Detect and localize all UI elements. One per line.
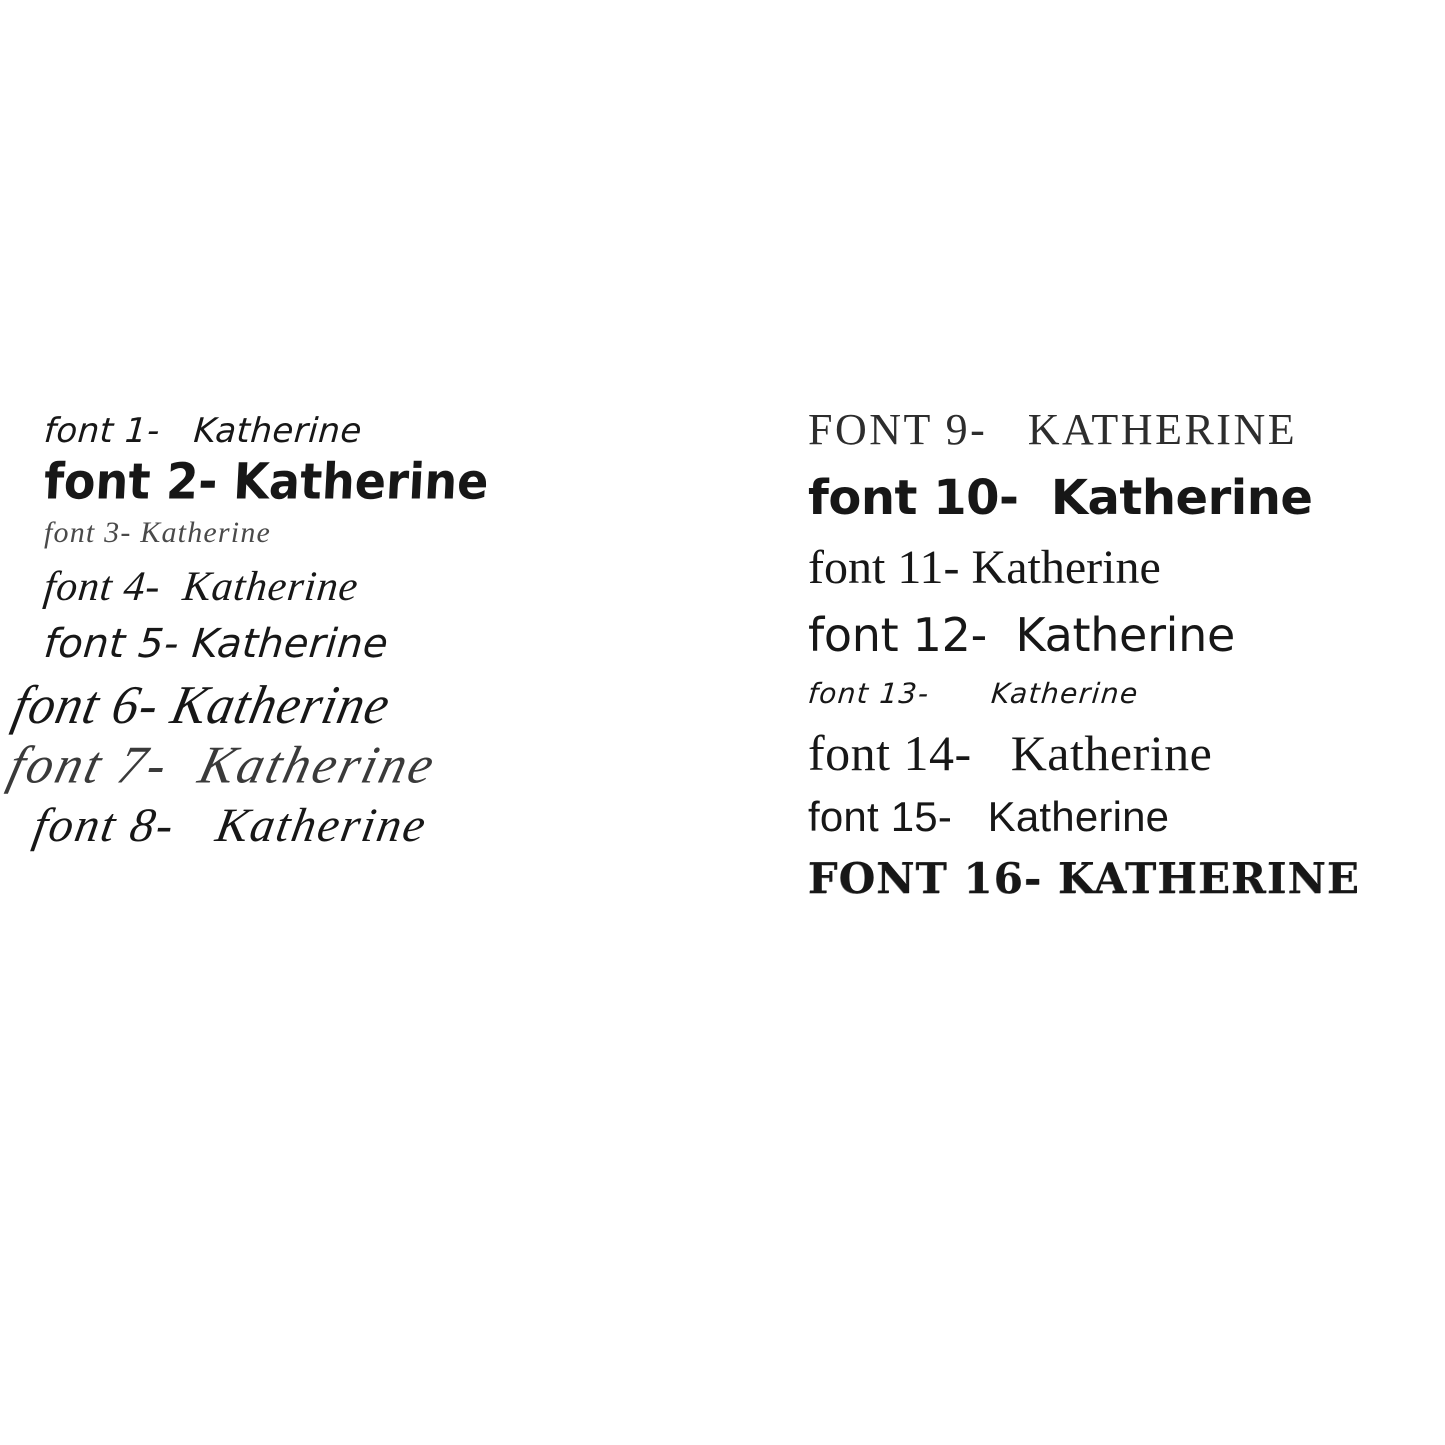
left-column [0, 400, 722, 900]
font-sample-2: font 2- Katherine [42, 451, 491, 511]
right-column [722, 400, 1445, 903]
font-sample-8: font 8- Katherine [29, 799, 432, 852]
font-sample-6: font 6- Katherine [7, 675, 396, 736]
font-sample-9: FONT 9- KATHERINE [808, 405, 1298, 454]
font-sample-15: font 15- Katherine [808, 793, 1170, 840]
font-sample-4: font 4- Katherine [41, 564, 361, 610]
font-sample-12: font 12- Katherine [808, 608, 1236, 662]
font-sample-11: font 11- Katherine [808, 541, 1161, 594]
font-sample-14: font 14- Katherine [808, 725, 1213, 781]
font-sample-7: font 7- Katherine [2, 736, 443, 795]
font-sample-16: FONT 16- KATHERINE [808, 854, 1361, 903]
font-sample-10: font 10- Katherine [808, 470, 1313, 526]
font-sample-1: font 1- Katherine [42, 411, 364, 451]
font-sample-13: font 13- Katherine [806, 677, 1141, 710]
sample-columns [0, 400, 1445, 903]
font-sample-5: font 5- Katherine [41, 621, 391, 667]
font-sample-3: font 3- Katherine [44, 516, 272, 549]
